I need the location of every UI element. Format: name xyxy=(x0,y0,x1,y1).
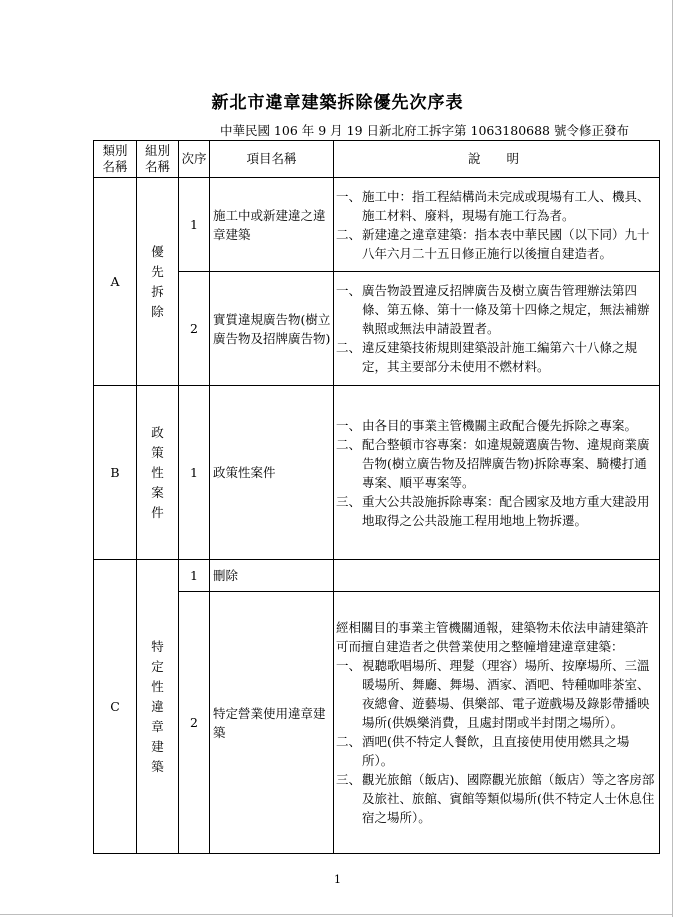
desc-item: 二、 新建違之違章建築：指本表中華民國（以下同）九十八年六月二十五日修正施行以後擅自建造者。 xyxy=(336,226,650,261)
header-desc xyxy=(334,141,660,178)
desc-item: 一、 廣告物設置違反招牌廣告及樹立廣告管理辦法第四條、第五條、第十一條及第十四條之規定，無法補辦執照或無法申請設置者。 xyxy=(336,283,650,336)
row-seq: 1 xyxy=(179,386,210,560)
section-code: C xyxy=(94,560,137,854)
document-subtitle: 中華民國 106 年 9 月 19 日新北府工拆字第 1063180688 號令修正發布 xyxy=(219,123,629,138)
document-title: 新北市違章建築拆除優先次序表 xyxy=(211,93,464,113)
row-desc xyxy=(334,592,660,854)
row-desc xyxy=(334,386,660,560)
table-header-row xyxy=(94,141,660,178)
section-code: B xyxy=(94,386,137,560)
desc-item: 二、 配合整頓市容專案：如違規競選廣告物、違規商業廣告物(樹立廣告物及招牌廣告物)拆除專案、騎樓打通專案、順平專案等。 xyxy=(336,436,650,490)
header-desc-label: 說明 xyxy=(467,151,545,166)
header-item: 項目名稱 xyxy=(210,141,334,178)
desc-list xyxy=(336,656,657,827)
header-category xyxy=(94,141,137,178)
table-row xyxy=(94,386,660,560)
section-group xyxy=(137,560,179,854)
header-seq: 次序 xyxy=(179,141,210,178)
desc-intro: 經相關目的事業主管機關通報，建築物未依法申請建築許可而擅自建造者之供營業使用之整幢增建違章建築： xyxy=(336,620,649,654)
table-row xyxy=(94,560,660,592)
header-category-label: 類別名稱 xyxy=(102,143,128,174)
desc-list xyxy=(336,416,657,530)
header-group-label: 組別名稱 xyxy=(144,143,170,174)
row-seq: 2 xyxy=(179,592,210,854)
desc-list xyxy=(336,187,657,263)
row-seq: 2 xyxy=(179,272,210,386)
row-desc xyxy=(334,272,660,386)
desc-item: 二、 酒吧(供不特定人餐飲，且直接使用使用燃具之場所）。 xyxy=(336,734,630,768)
row-desc xyxy=(334,178,660,272)
desc-item: 三、 重大公共設施拆除專案：配合國家及地方重大建設用地取得之公共設施工程用地地上物拆遷。 xyxy=(336,493,650,528)
priority-table xyxy=(93,140,660,854)
desc-item: 二、 違反建築技術規則建築設計施工編第六十八條之規定，其主要部分未使用不燃材料。 xyxy=(336,340,638,374)
row-seq: 1 xyxy=(179,178,210,272)
section-group xyxy=(137,386,179,560)
desc-item: 一、 施工中：指工程結構尚未完成或現場有工人、機具、施工材料、廢料，現場有施工行為者。 xyxy=(336,188,650,223)
table-row xyxy=(94,272,660,386)
page-number: 1 xyxy=(334,873,341,886)
section-group-label: 特定性違章建築 xyxy=(151,638,164,774)
page-edge-right xyxy=(672,0,673,917)
table-row xyxy=(94,592,660,854)
desc-item: 三、 觀光旅館（飯店)、國際觀光旅館（飯店）等之客房部及旅社、旅館、賓館等類似場所(供不特定人士休息住宿之場所）。 xyxy=(336,772,655,825)
row-desc xyxy=(334,560,660,592)
desc-list xyxy=(336,281,657,376)
row-item: 刪除 xyxy=(210,560,334,592)
row-item: 政策性案件 xyxy=(210,386,334,560)
desc-item: 一、 視聽歌唱場所、理髮（理容）場所、按摩場所、三溫暖場所、舞廳、舞場、酒家、酒吧、特種咖啡茶室、夜總會、遊藝場、俱樂部、電子遊戲場及錄影帶播映場所(供娛樂消費，且處封閉或半封閉之場所）。 xyxy=(336,658,650,730)
section-code: A xyxy=(94,178,137,386)
section-group-label: 優先拆除 xyxy=(151,243,164,319)
row-item: 特定營業使用違章建築 xyxy=(210,592,334,854)
desc-item: 一、 由各目的事業主管機關主政配合優先拆除之專案。 xyxy=(336,417,638,433)
section-group xyxy=(137,178,179,386)
table-row xyxy=(94,178,660,272)
section-group-label: 政策性案件 xyxy=(151,424,164,520)
row-item: 施工中或新建違之違章建築 xyxy=(210,178,334,272)
row-item: 實質違規廣告物(樹立廣告物及招牌廣告物) xyxy=(210,272,334,386)
header-group xyxy=(137,141,179,178)
row-seq: 1 xyxy=(179,560,210,592)
page-edge-bottom xyxy=(0,914,673,915)
